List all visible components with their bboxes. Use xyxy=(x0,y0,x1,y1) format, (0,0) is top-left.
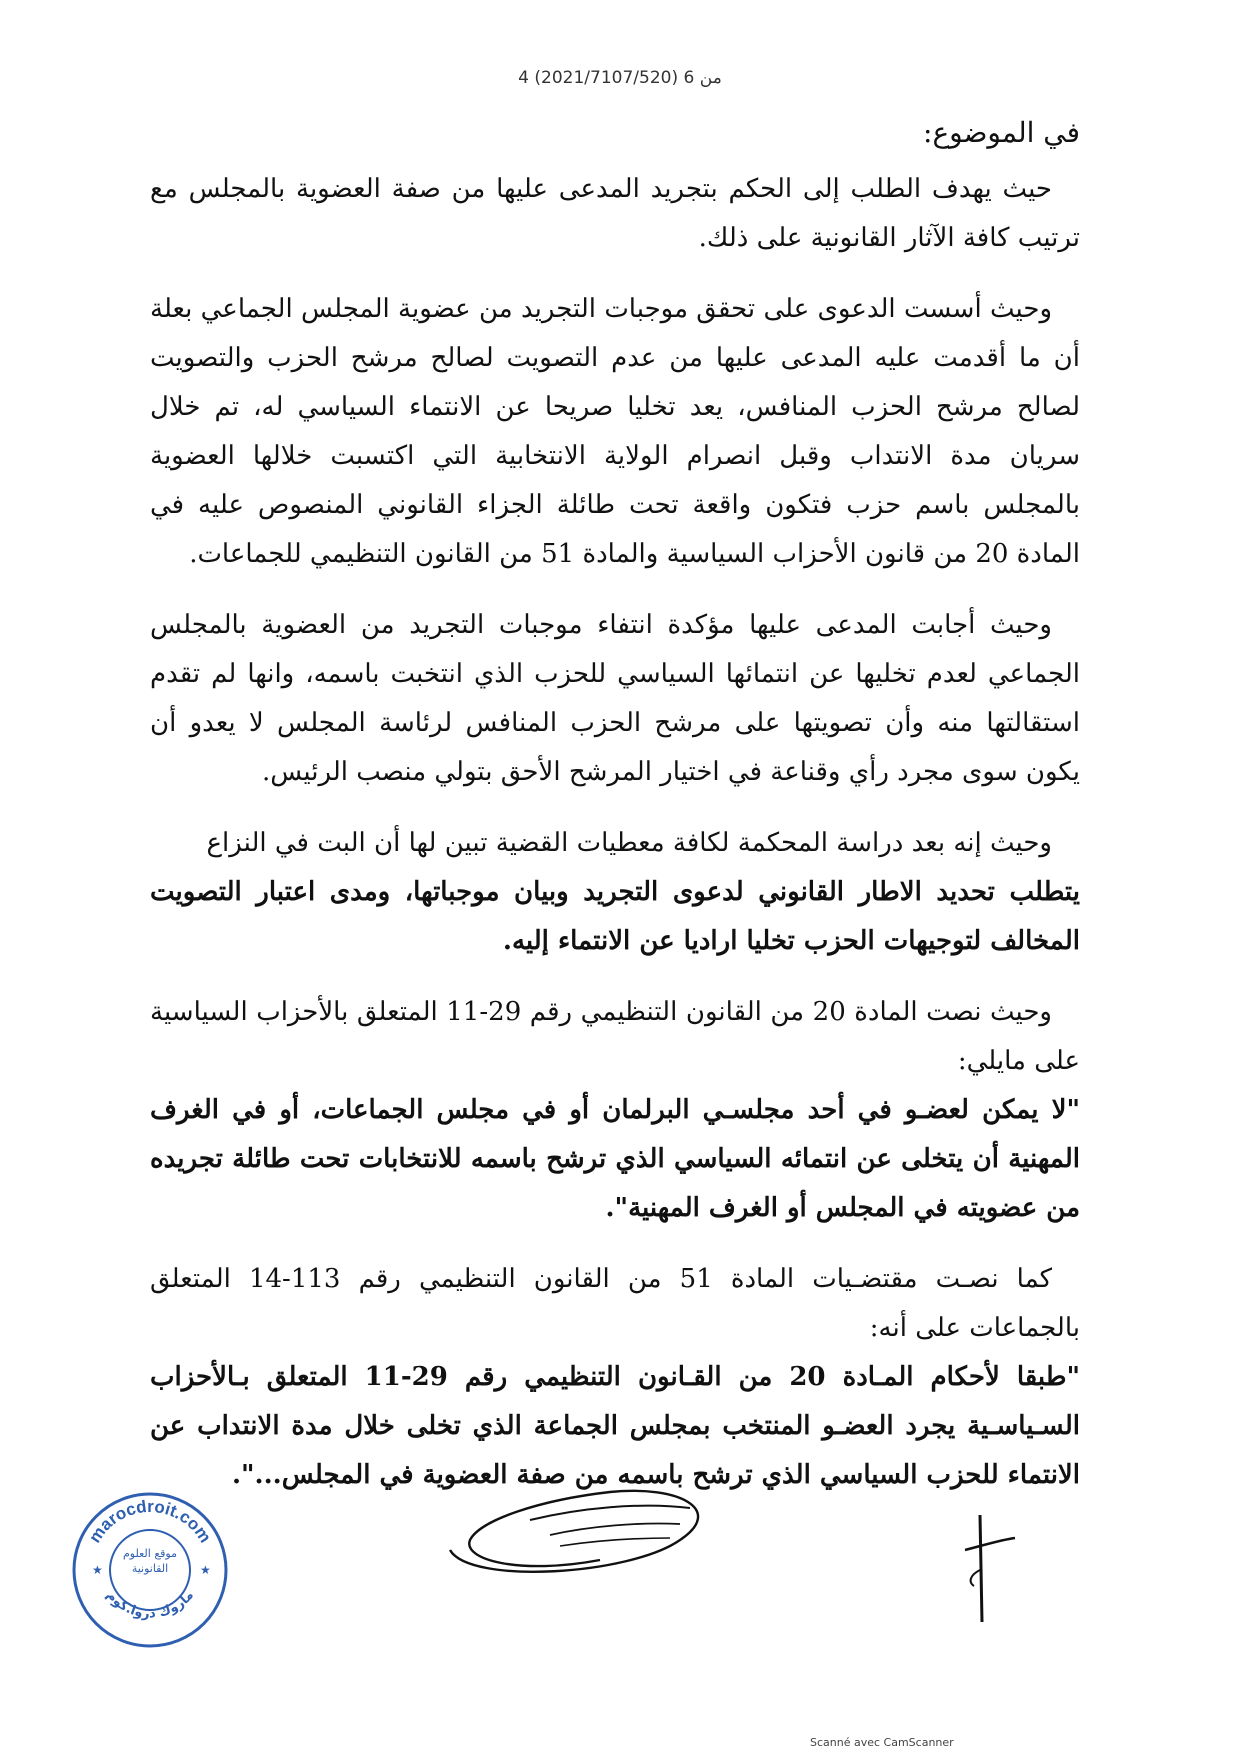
paragraph-article-20: وحيث نصت المادة 20 من القانون التنظيمي رقم 29-11 المتعلق بالأحزاب السياسية على مايلي: xyxy=(150,997,1080,1076)
scanner-footer: Scanné avec CamScanner xyxy=(810,1736,954,1749)
initials-mark xyxy=(960,1510,1020,1630)
paragraph-request: حيث يهدف الطلب إلى الحكم بتجريد المدعى عليها من صفة العضوية بالمجلس مع ترتيب كافة الآثار القانونية على ذلك. xyxy=(150,174,1080,253)
paragraph-claim: وحيث أسست الدعوى على تحقق موجبات التجريد من عضوية المجلس الجماعي بعلة أن ما أقدمت عليه المدعى عليها من عدم التصويت لصالح مرشح الحزب والتصويت لصالح مرشح الحزب المنافس، يعد تخليا صريحا عن الانتماء السياسي له، تم خلال سريان مدة الانتداب وقبل انصرام الولاية الانتخابية التي اكتسبت خلالها العضوية بالمجلس باسم حزب فتكون واقعة تحت طائلة الجزاء القانوني المنصوص عليه في المادة 20 من قانون الأحزاب السياسية والمادة 51 من القانون التنظيمي للجماعات. xyxy=(150,294,1080,569)
paragraph-court-review-continued: يتطلب تحديد الاطار القانوني لدعوى التجريد وبيان موجباتها، ومدى اعتبار التصويت المخالف لتوجيهات الحزب تخليا اراديا عن الانتماء إليه. xyxy=(150,877,1080,956)
stamp-bottom-text: ماروك دروا.كوم xyxy=(103,1588,197,1622)
stamp-star-icon: ★ xyxy=(92,1563,103,1577)
paragraph-defense: وحيث أجابت المدعى عليها مؤكدة انتفاء موجبات التجريد من العضوية بالمجلس الجماعي لعدم تخليها عن انتمائها السياسي للحزب الذي انتخبت باسمه، وانها لم تقدم استقالتها منه وأن تصويتها على مرشح الحزب المنافس لرئاسة المجلس لا يعدو أن يكون سوى مجرد رأي وقناعة في اختيار المرشح الأحق بتولي منصب الرئيس. xyxy=(150,610,1080,787)
paragraph-court-review: وحيث إنه بعد دراسة المحكمة لكافة معطيات القضية تبين لها أن البت في النزاع xyxy=(206,828,1052,858)
signature-scribble xyxy=(440,1480,740,1590)
page-reference: 4 من 6 (2021/7107/520) xyxy=(518,68,722,88)
paragraph-article-51: كما نصـت مقتضـيات المادة 51 من القانون التنظيمي رقم 113-14 المتعلق بالجماعات على أنه: xyxy=(150,1264,1080,1343)
stamp-star-icon: ★ xyxy=(200,1563,211,1577)
section-heading: في الموضوع: xyxy=(923,116,1080,149)
document-body xyxy=(150,108,1080,1500)
svg-text:marocdroit.com xyxy=(85,1497,215,1546)
stamp-outer-text: marocdroit.com xyxy=(85,1496,215,1547)
quote-article-20: "لا يمكن لعضـو في أحد مجلسـي البرلمان أو في مجلس الجماعات، أو في الغرف المهنية أن يتخلى عن انتمائه السياسي الذي ترشح باسمه للانتخابات تحت طائلة تجريده من عضويته في المجلس أو الغرف المهنية". xyxy=(150,1095,1080,1223)
marocdroit-stamp xyxy=(70,1490,230,1650)
quote-article-51: "طبقا لأحكام المـادة 20 من القـانون التنظيمي رقم 29-11 المتعلق بـالأحزاب السـياسـية يجرد العضـو المنتخب بمجلس الجماعة الذي تخلى خلال مدة الانتداب عن الانتماء للحزب السياسي الذي ترشح باسمه من صفة العضوية في المجلس...". xyxy=(150,1362,1080,1490)
stamp-inner-text: موقع العلوم القانونية xyxy=(122,1547,178,1575)
